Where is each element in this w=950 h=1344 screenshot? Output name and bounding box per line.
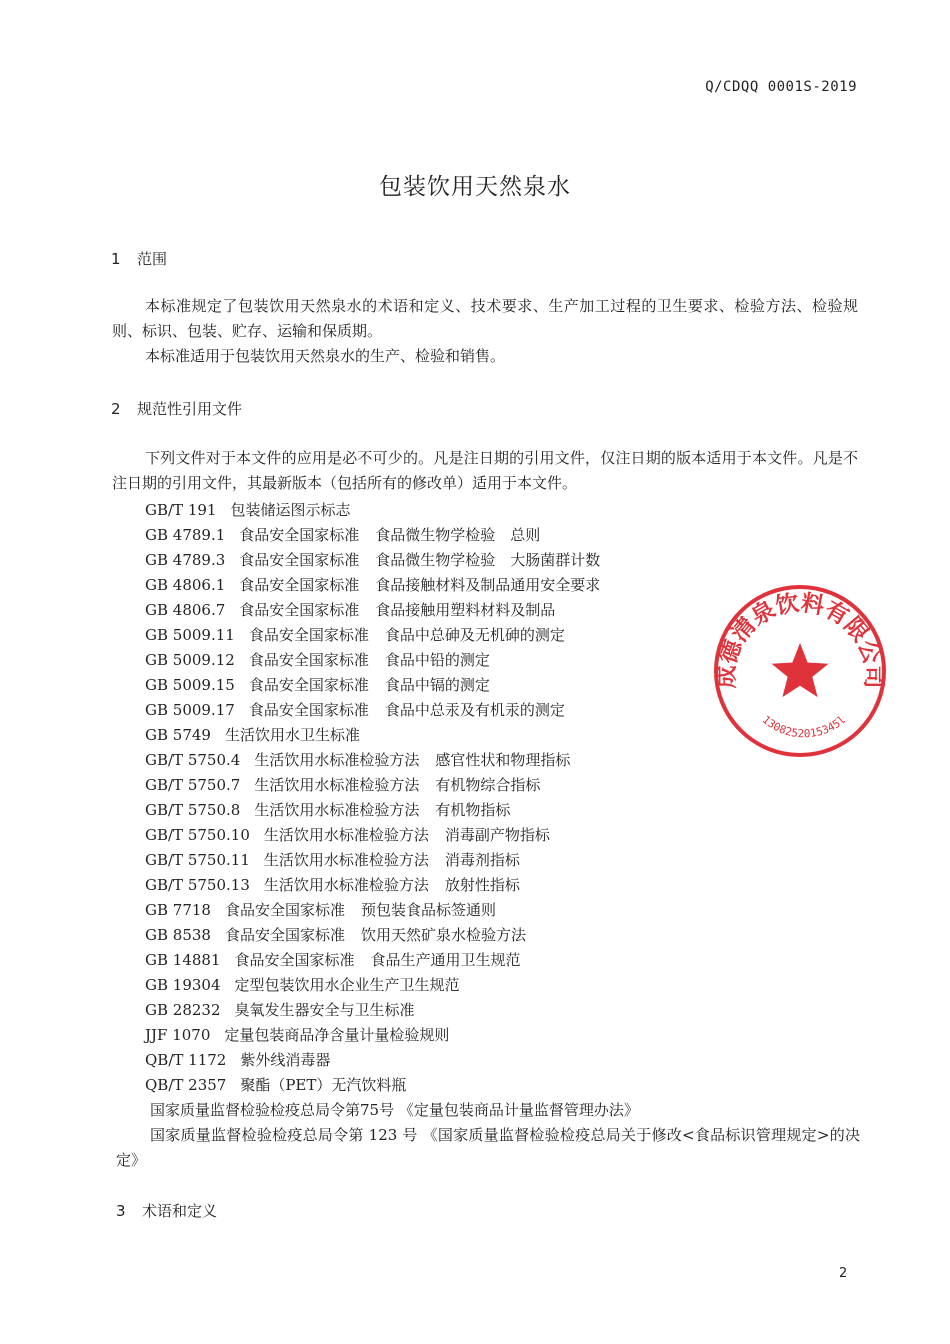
reference-title: 食品安全国家标准: [248, 701, 369, 719]
regulation-order: 国家质量监督检验检疫总局令第75号 《定量包装商品计量监督管理办法》: [150, 1101, 639, 1119]
reference-title: 食品安全国家标准: [239, 551, 360, 569]
reference-item: [145, 523, 865, 548]
reference-item: [145, 773, 865, 798]
reference-subtitle: 食品中镉的测定: [384, 676, 490, 694]
section-title: 范围: [137, 250, 168, 268]
reference-subtitle: 有机物指标: [435, 801, 511, 819]
reference-code: GB 7718: [145, 901, 211, 919]
section-number: 3: [116, 1202, 126, 1220]
scope-paragraph-2: 本标准适用于包装饮用天然泉水的生产、检验和销售。: [145, 347, 506, 365]
seal-company-name: 成德清泉饮料有限公司: [713, 590, 887, 689]
section-title: 规范性引用文件: [137, 400, 243, 418]
regulation-order: 国家质量监督检验检疫总局令第 123 号 《国家质量监督检验检疫总局关于修改<食品标识管理规定>的决定》: [116, 1126, 860, 1169]
reference-item: [145, 998, 865, 1023]
reference-subtitle: 食品中总砷及无机砷的测定: [384, 626, 565, 644]
reference-subtitle: 消毒副产物指标: [444, 826, 550, 844]
reference-subtitle: 食品生产通用卫生规范: [370, 951, 521, 969]
reference-item: [145, 973, 865, 998]
reference-title: 生活饮用水标准检验方法: [254, 801, 420, 819]
company-seal: [708, 583, 892, 759]
reference-item: [145, 948, 865, 973]
reference-title: 食品安全国家标准: [224, 901, 345, 919]
reference-title: 定型包装饮用水企业生产卫生规范: [234, 976, 460, 994]
reference-subtitle: 感官性状和物理指标: [435, 751, 571, 769]
reference-subtitle: 食品微生物学检验 总则: [375, 526, 541, 544]
reference-subtitle: 食品中总汞及有机汞的测定: [384, 701, 565, 719]
reference-item: [145, 1023, 865, 1048]
reference-code: GB/T 5750.11: [145, 851, 250, 869]
section-1-heading: [111, 248, 167, 269]
reference-code: GB 19304: [145, 976, 221, 994]
reference-subtitle: 饮用天然矿泉水检验方法: [360, 926, 526, 944]
reference-code: GB 5009.12: [145, 651, 235, 669]
reference-subtitle: 放射性指标: [444, 876, 520, 894]
references-intro: 下列文件对于本文件的应用是必不可少的。凡是注日期的引用文件，仅注日期的版本适用于本文件。凡是不注日期的引用文件，其最新版本（包括所有的修改单）适用于本文件。: [112, 449, 858, 492]
reference-item: [145, 498, 865, 523]
reference-item: [145, 1073, 865, 1098]
reference-code: GB 28232: [145, 1001, 221, 1019]
reference-code: GB/T 191: [145, 501, 217, 519]
reference-subtitle: 食品接触用塑料材料及制品: [375, 601, 556, 619]
reference-code: GB/T 5750.13: [145, 876, 250, 894]
reference-title: 生活饮用水卫生标准: [224, 726, 360, 744]
reference-subtitle: 食品微生物学检验 大肠菌群计数: [375, 551, 601, 569]
reference-code: GB 5009.15: [145, 676, 235, 694]
section-title: 术语和定义: [142, 1202, 218, 1220]
reference-code: GB 8538: [145, 926, 211, 944]
reference-item: [145, 923, 865, 948]
reference-item: [145, 873, 865, 898]
section-3-heading: [116, 1200, 217, 1221]
reference-title: 食品安全国家标准: [234, 951, 355, 969]
reference-code: QB/T 1172: [145, 1051, 227, 1069]
reference-code: GB 5009.17: [145, 701, 235, 719]
reference-code: GB 5009.11: [145, 626, 235, 644]
reference-item: [145, 823, 865, 848]
reference-subtitle: 消毒剂指标: [444, 851, 520, 869]
regulation-orders: [116, 1098, 860, 1173]
reference-title: 生活饮用水标准检验方法: [263, 876, 429, 894]
reference-item: [145, 848, 865, 873]
reference-title: 食品安全国家标准: [224, 926, 345, 944]
reference-title: 包装储运图示标志: [230, 501, 351, 519]
seal-star-icon: [772, 643, 829, 697]
reference-item: [145, 1048, 865, 1073]
reference-title: 定量包装商品净含量计量检验规则: [224, 1026, 450, 1044]
reference-item: [145, 798, 865, 823]
document-code: Q/CDQQ 0001S-2019: [705, 79, 857, 95]
reference-title: 食品安全国家标准: [239, 601, 360, 619]
reference-subtitle: 食品中铅的测定: [384, 651, 490, 669]
reference-subtitle: 预包装食品标签通则: [360, 901, 496, 919]
reference-subtitle: 食品接触材料及制品通用安全要求: [375, 576, 601, 594]
reference-code: GB 5749: [145, 726, 211, 744]
reference-title: 生活饮用水标准检验方法: [254, 751, 420, 769]
reference-code: GB 4806.7: [145, 601, 226, 619]
reference-title: 生活饮用水标准检验方法: [254, 776, 420, 794]
reference-code: GB/T 5750.8: [145, 801, 241, 819]
reference-title: 臭氧发生器安全与卫生标准: [234, 1001, 415, 1019]
reference-code: GB 4789.1: [145, 526, 226, 544]
scope-paragraph-1: 本标准规定了包装饮用天然泉水的术语和定义、技术要求、生产加工过程的卫生要求、检验方法、检验规则、标识、包装、贮存、运输和保质期。: [112, 297, 858, 340]
reference-title: 紫外线消毒器: [240, 1051, 331, 1069]
reference-title: 生活饮用水标准检验方法: [263, 826, 429, 844]
reference-code: GB 14881: [145, 951, 221, 969]
reference-title: 食品安全国家标准: [248, 651, 369, 669]
reference-title: 生活饮用水标准检验方法: [263, 851, 429, 869]
reference-code: QB/T 2357: [145, 1076, 227, 1094]
reference-title: 食品安全国家标准: [239, 526, 360, 544]
section-number: 2: [111, 400, 121, 418]
document-title: 包装饮用天然泉水: [379, 174, 571, 200]
reference-title: 聚酯（PET）无汽饮料瓶: [240, 1076, 407, 1094]
reference-subtitle: 有机物综合指标: [435, 776, 541, 794]
page-number: 2: [839, 1266, 848, 1281]
reference-title: 食品安全国家标准: [248, 626, 369, 644]
reference-title: 食品安全国家标准: [239, 576, 360, 594]
reference-code: GB 4806.1: [145, 576, 226, 594]
reference-code: GB/T 5750.7: [145, 776, 241, 794]
section-2-heading: [111, 398, 242, 419]
reference-code: GB/T 5750.4: [145, 751, 241, 769]
reference-title: 食品安全国家标准: [248, 676, 369, 694]
section-number: 1: [111, 250, 121, 268]
seal-number: 1308252015345l: [759, 713, 849, 741]
reference-code: JJF 1070: [145, 1026, 211, 1044]
reference-code: GB/T 5750.10: [145, 826, 250, 844]
reference-code: GB 4789.3: [145, 551, 226, 569]
reference-item: [145, 898, 865, 923]
reference-item: [145, 548, 865, 573]
